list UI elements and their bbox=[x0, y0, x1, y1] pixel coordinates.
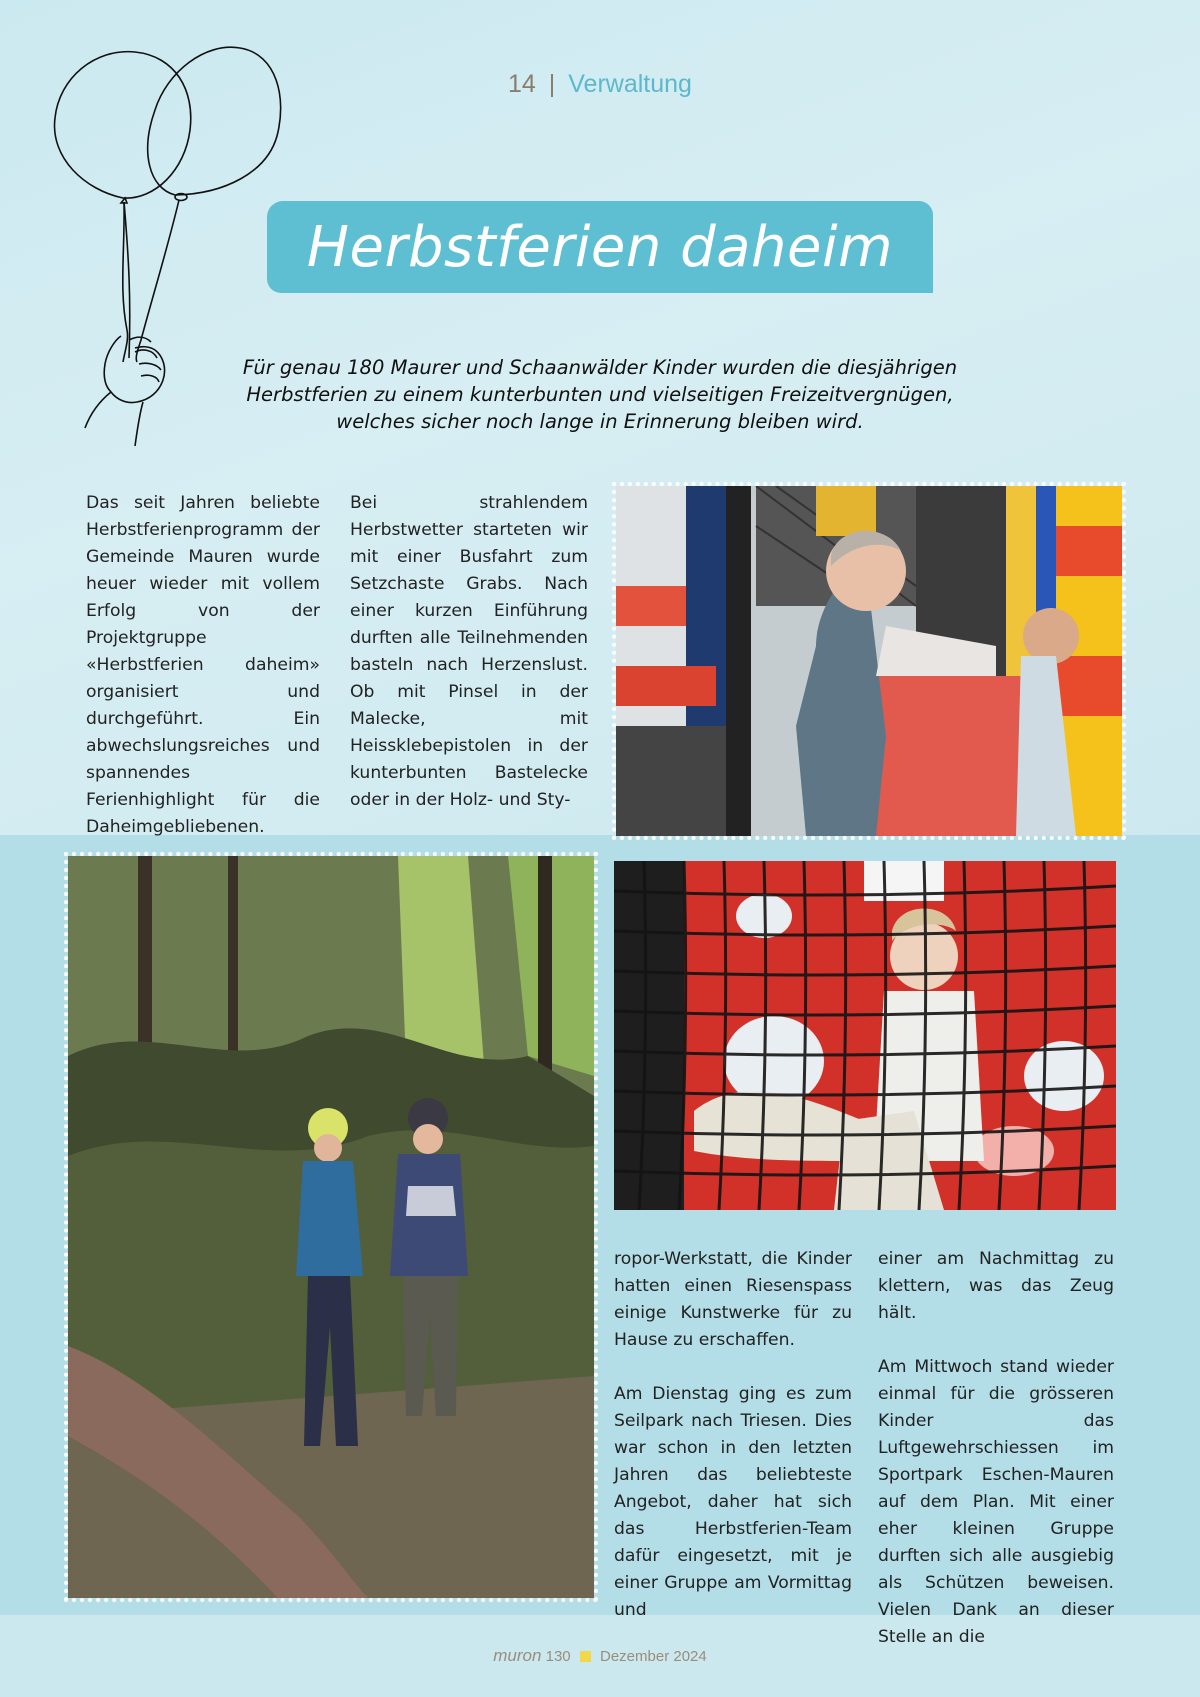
paragraph: Das seit Jahren beliebte Herbstferienprogramm der Gemeinde Mauren wurde heuer wieder mit vollem Erfolg von der Projektgruppe «Herbstferien daheim» organisiert und durchgeführt. Ein abwechslungsreiches und spannendes Ferienhighlight für die Daheimgebliebenen. bbox=[86, 493, 320, 837]
photo-forest-two-boys bbox=[64, 852, 598, 1602]
footer-dot bbox=[580, 1651, 591, 1662]
lead-paragraph bbox=[230, 354, 970, 435]
page-number: 14 bbox=[508, 70, 536, 98]
magazine-brand: muron bbox=[493, 1646, 542, 1665]
lead-line: Herbstferien zu einem kunterbunten und vielseitigen Freizeitvergnügen, bbox=[246, 383, 954, 406]
paragraph: einer am Nachmittag zu klettern, was das Zeug hält. bbox=[878, 1249, 1114, 1323]
paragraph: Bei strahlendem Herbstwetter starteten wir mit einer Busfahrt zum Setzchaste Grabs. Nach einer kurzen Einführung durften alle Teilnehmenden basteln nach Herzenslust. Ob mit Pinsel in der Malecke, mit Heissklebepistolen in der kunterbunten Bastelecke oder in der Holz- und Sty- bbox=[350, 493, 588, 810]
photo-child-behind-net bbox=[614, 861, 1116, 1210]
lead-line: Für genau 180 Maurer und Schaanwälder Kinder wurden die diesjährigen bbox=[242, 356, 958, 379]
paragraph: Am Mittwoch stand wieder einmal für die grösseren Kinder das Luftgewehrschiessen im Sportpark Eschen-Mauren auf dem Plan. Mit einer eher kleinen Gruppe durften sich alle ausgiebig als Schützen beweisen. Vielen Dank an dieser Stelle an die bbox=[878, 1357, 1114, 1647]
header-separator: | bbox=[548, 70, 556, 98]
page-footer bbox=[0, 1646, 1200, 1666]
text-column-4 bbox=[878, 1246, 1114, 1651]
text-column-1 bbox=[86, 490, 320, 841]
article-title: Herbstferien daheim bbox=[306, 214, 894, 280]
paragraph: ropor-Werkstatt, die Kinder hatten einen Riesenspass einige Kunstwerke für zu Hause zu erschaffen. bbox=[614, 1249, 852, 1350]
text-column-3 bbox=[614, 1246, 852, 1624]
text-column-2 bbox=[350, 490, 588, 814]
photo-playground-woman-child bbox=[612, 482, 1126, 840]
title-banner bbox=[267, 201, 933, 293]
section-name: Verwaltung bbox=[568, 70, 692, 98]
paragraph: Am Dienstag ging es zum Seilpark nach Triesen. Dies war schon in den letzten Jahren das beliebteste Angebot, daher hat sich das Herbstferien-Team dafür eingesetzt, mit je einer Gruppe am Vormittag und bbox=[614, 1384, 852, 1620]
issue-date: Dezember 2024 bbox=[600, 1648, 707, 1665]
lead-line: welches sicher noch lange in Erinnerung bleiben wird. bbox=[336, 410, 864, 433]
issue-number: 130 bbox=[545, 1648, 571, 1665]
